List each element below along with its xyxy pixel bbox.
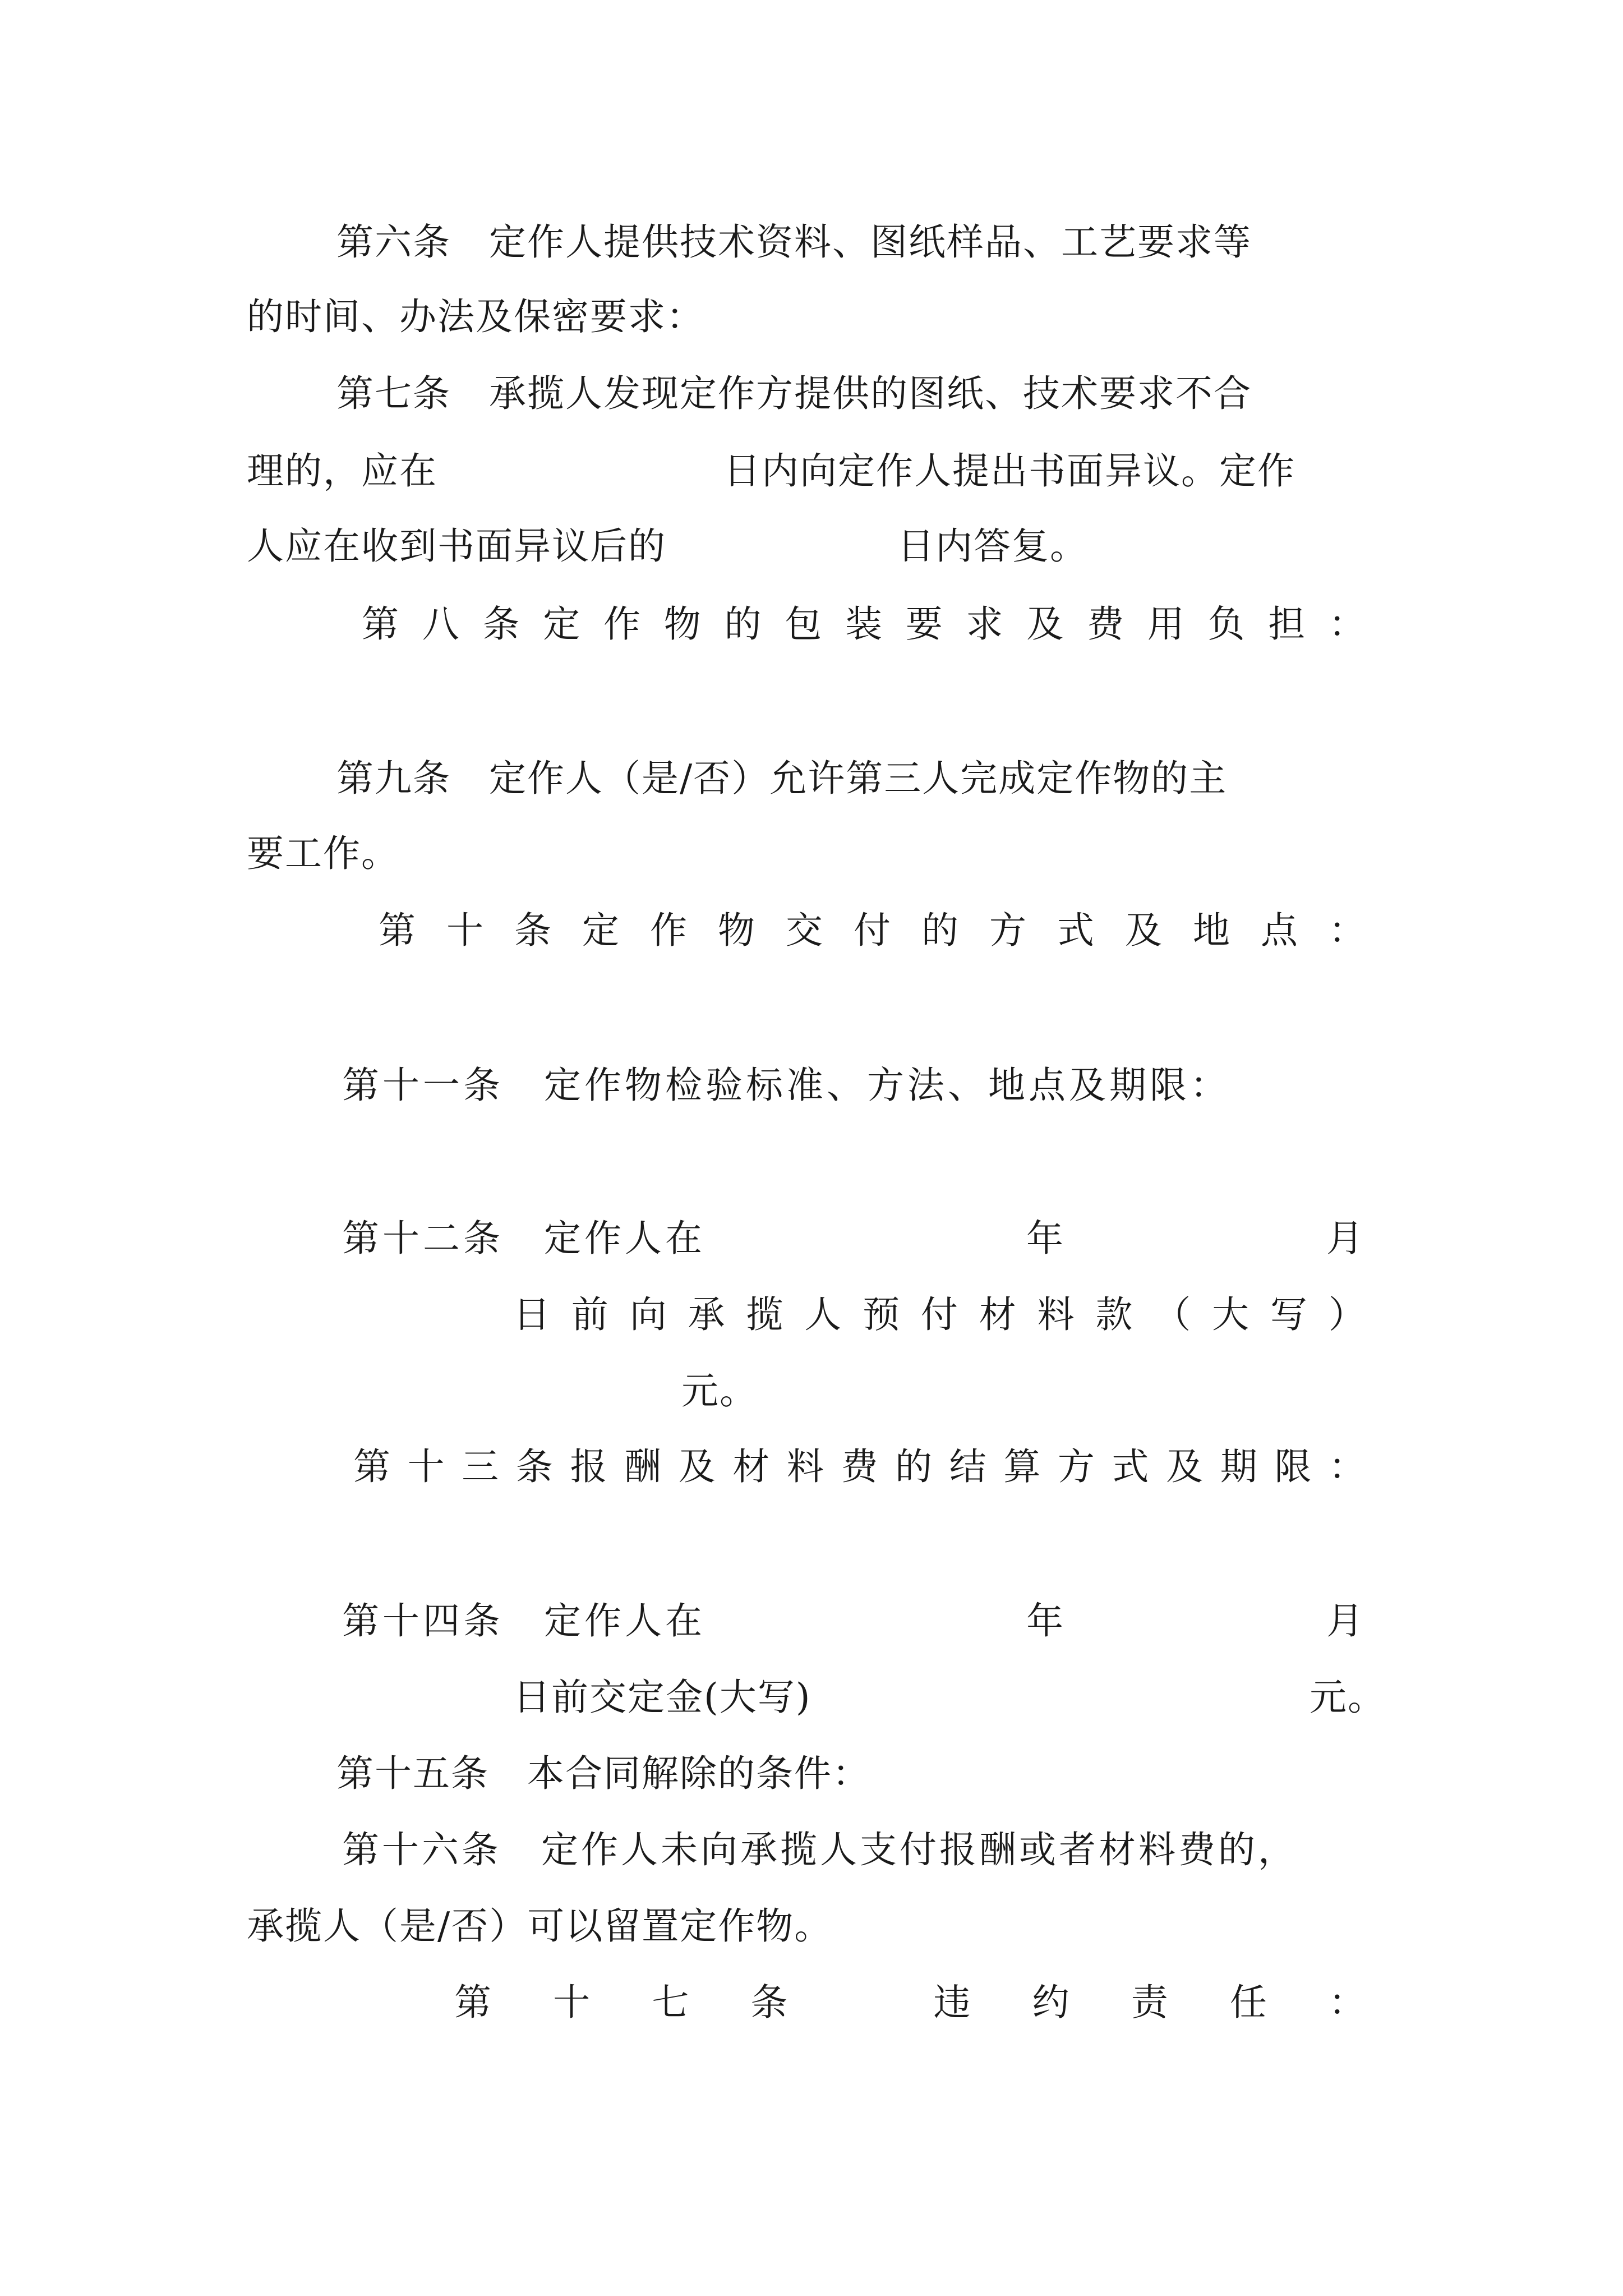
article-17-heading: 第 十 七 条 违 约 责 任 ： bbox=[454, 1981, 1366, 2024]
article-15-heading: 第十五条 本合同解除的条件： bbox=[336, 1752, 870, 1795]
article-9-line-2: 要工作。 bbox=[247, 832, 399, 875]
article-7-line-2-start: 理的，应在 bbox=[247, 449, 437, 493]
article-11-heading: 第十一条 定作物检验标准、方法、地点及期限： bbox=[342, 1064, 1230, 1107]
article-7-line-3-end: 日内答复。 bbox=[897, 524, 1088, 568]
article-14-line-2-start: 日前交定金(大写) bbox=[513, 1676, 811, 1719]
article-16-line-2: 承揽人（是/否）可以留置定作物。 bbox=[247, 1904, 833, 1948]
article-12-unit: 元。 bbox=[681, 1369, 758, 1412]
article-7-line-2-end: 日内向定作人提出书面异议。定作 bbox=[723, 449, 1295, 493]
article-6-line-1: 第六条 定作人提供技术资料、图纸样品、工艺要求等 bbox=[336, 220, 1252, 264]
article-7-line-1: 第七条 承揽人发现定作方提供的图纸、技术要求不合 bbox=[336, 372, 1252, 415]
article-14-unit: 元。 bbox=[1310, 1676, 1386, 1719]
article-7-line-3-start: 人应在收到书面异议后的 bbox=[247, 524, 666, 568]
article-12-year-label: 年 bbox=[1026, 1217, 1064, 1260]
article-14-line-1-start: 第十四条 定作人在 bbox=[342, 1599, 706, 1642]
article-16-line-1: 第十六条 定作人未向承揽人支付报酬或者材料费的， bbox=[342, 1828, 1298, 1871]
article-12-line-1-start: 第十二条 定作人在 bbox=[342, 1217, 706, 1260]
article-12-month-label: 月 bbox=[1326, 1217, 1364, 1260]
article-8-heading: 第 八 条 定 作 物 的 包 装 要 求 及 费 用 负 担 ： bbox=[362, 602, 1366, 646]
article-6-line-2: 的时间、办法及保密要求： bbox=[247, 295, 704, 338]
article-14-year-label: 年 bbox=[1026, 1599, 1064, 1642]
article-9-line-1: 第九条 定作人（是/否）允许第三人完成定作物的主 bbox=[336, 757, 1228, 800]
article-12-line-2: 日 前 向 承 揽 人 预 付 材 料 款 （ 大 写 ） bbox=[513, 1293, 1366, 1336]
article-14-month-label: 月 bbox=[1326, 1599, 1364, 1642]
article-10-heading: 第 十 条 定 作 物 交 付 的 方 式 及 地 点 ： bbox=[379, 909, 1366, 952]
article-13-heading: 第 十 三 条 报 酬 及 材 料 费 的 结 算 方 式 及 期 限 ： bbox=[353, 1445, 1366, 1488]
